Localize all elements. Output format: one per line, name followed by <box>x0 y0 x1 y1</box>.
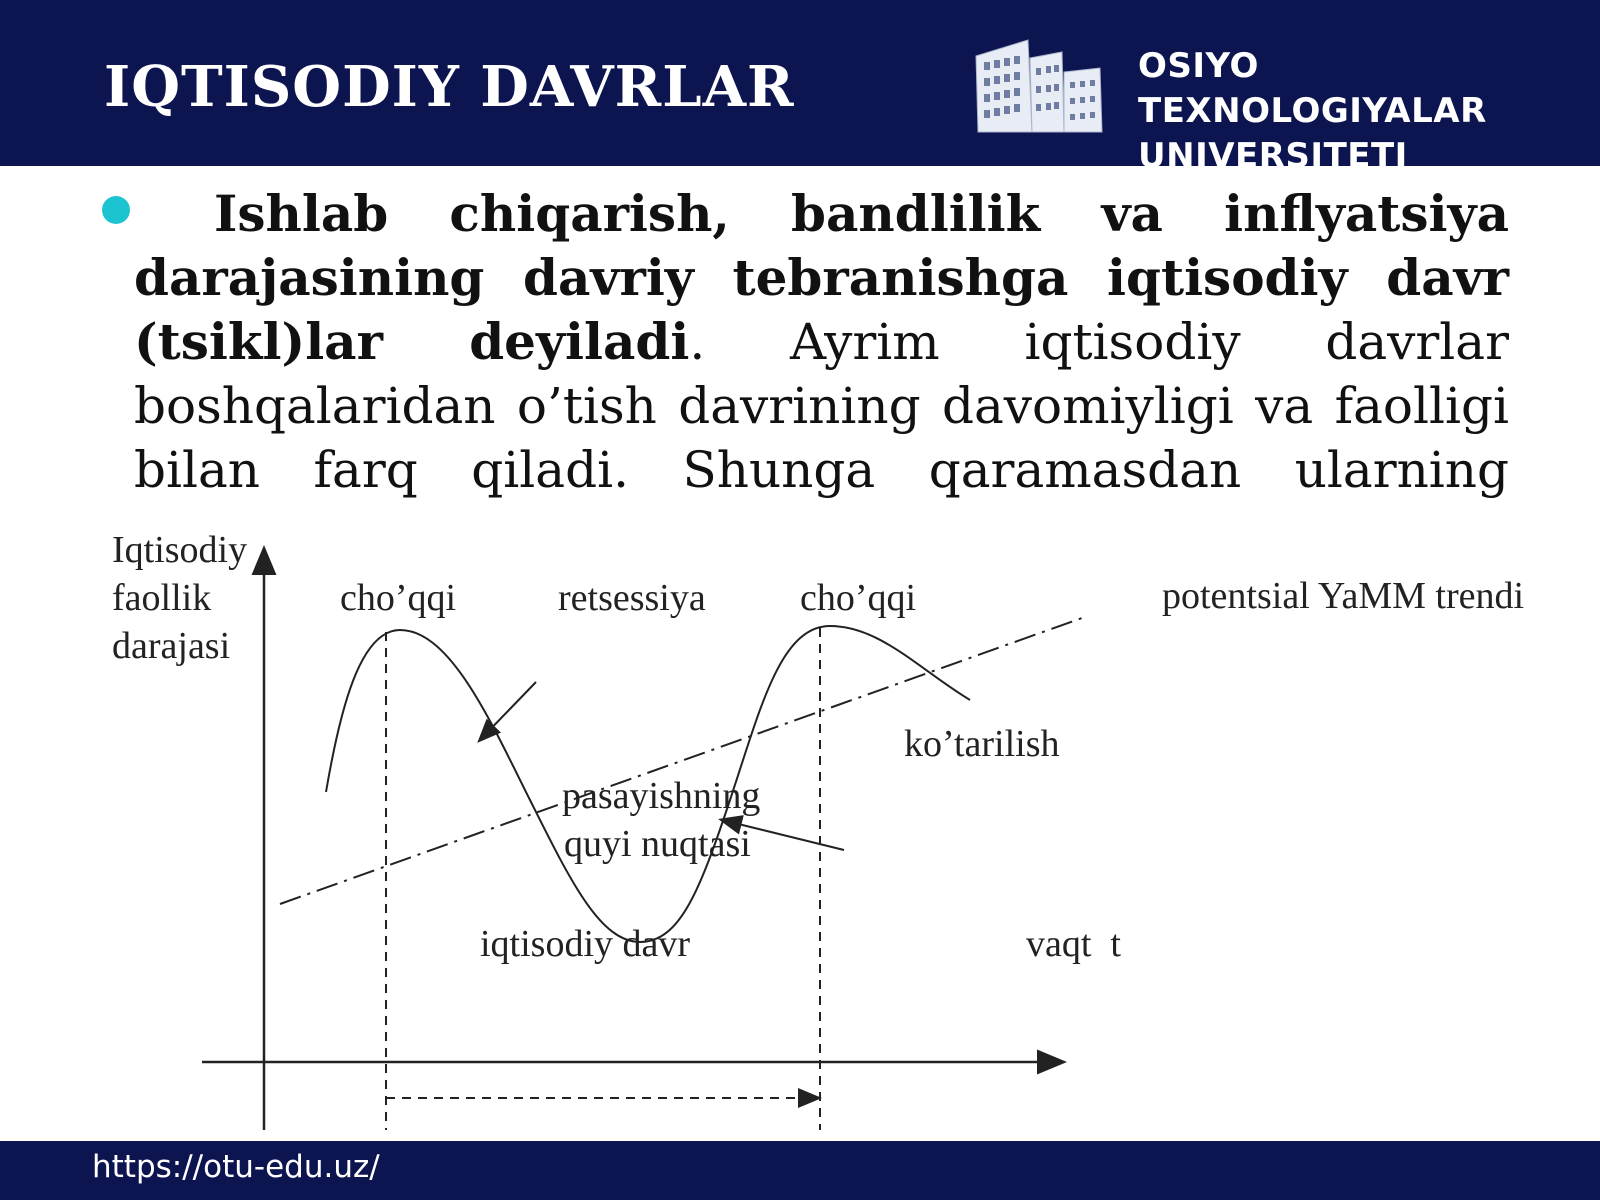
body-text: . Ayrim iqtisodiy davrlar boshqalaridan o’tish davrining davomiyligi va faolligi bilan farq qiladi. Shunga qaramasdan ularning <box>134 313 1510 499</box>
y-axis-label-line3: darajasi <box>112 625 231 667</box>
peak2-label: cho’qqi <box>800 577 917 619</box>
recession-pointer-arrow <box>480 682 536 740</box>
y-axis-label-line2: faollik <box>112 577 212 619</box>
university-building-icon <box>972 38 1122 134</box>
recession-label: retsessiya <box>558 577 706 619</box>
bullet-icon <box>102 196 130 224</box>
trend-label: potentsial YaMM trendi <box>1162 575 1525 617</box>
economic-cycle-diagram <box>0 530 1600 1140</box>
body-paragraph <box>134 182 1509 502</box>
definition-text: Ishlab chiqarish, bandlilik va inflyatsiya darajasining davriy tebranishga iqtisodiy davr (tsikl)lar deyiladi <box>134 184 1509 371</box>
trough-label-line2: quyi nuqtasi <box>564 823 751 865</box>
expansion-label: ko’tarilish <box>904 723 1060 765</box>
y-axis-label-line1: Iqtisodiy <box>112 530 248 571</box>
time-axis-label: vaqt t <box>1026 923 1121 965</box>
university-name <box>1138 44 1600 179</box>
footer-url-link[interactable]: https://otu-edu.uz/ <box>92 1149 380 1185</box>
peak1-label: cho’qqi <box>340 577 457 619</box>
university-name-line2: UNIVERSITETI <box>1138 136 1408 176</box>
slide-title: IQTISODIY DAVRLAR <box>104 54 795 120</box>
trough-label-line1: pasayishning <box>562 775 761 817</box>
university-name-line1: OSIYO TEXNOLOGIYALAR <box>1138 46 1487 131</box>
cycle-label: iqtisodiy davr <box>480 923 691 965</box>
